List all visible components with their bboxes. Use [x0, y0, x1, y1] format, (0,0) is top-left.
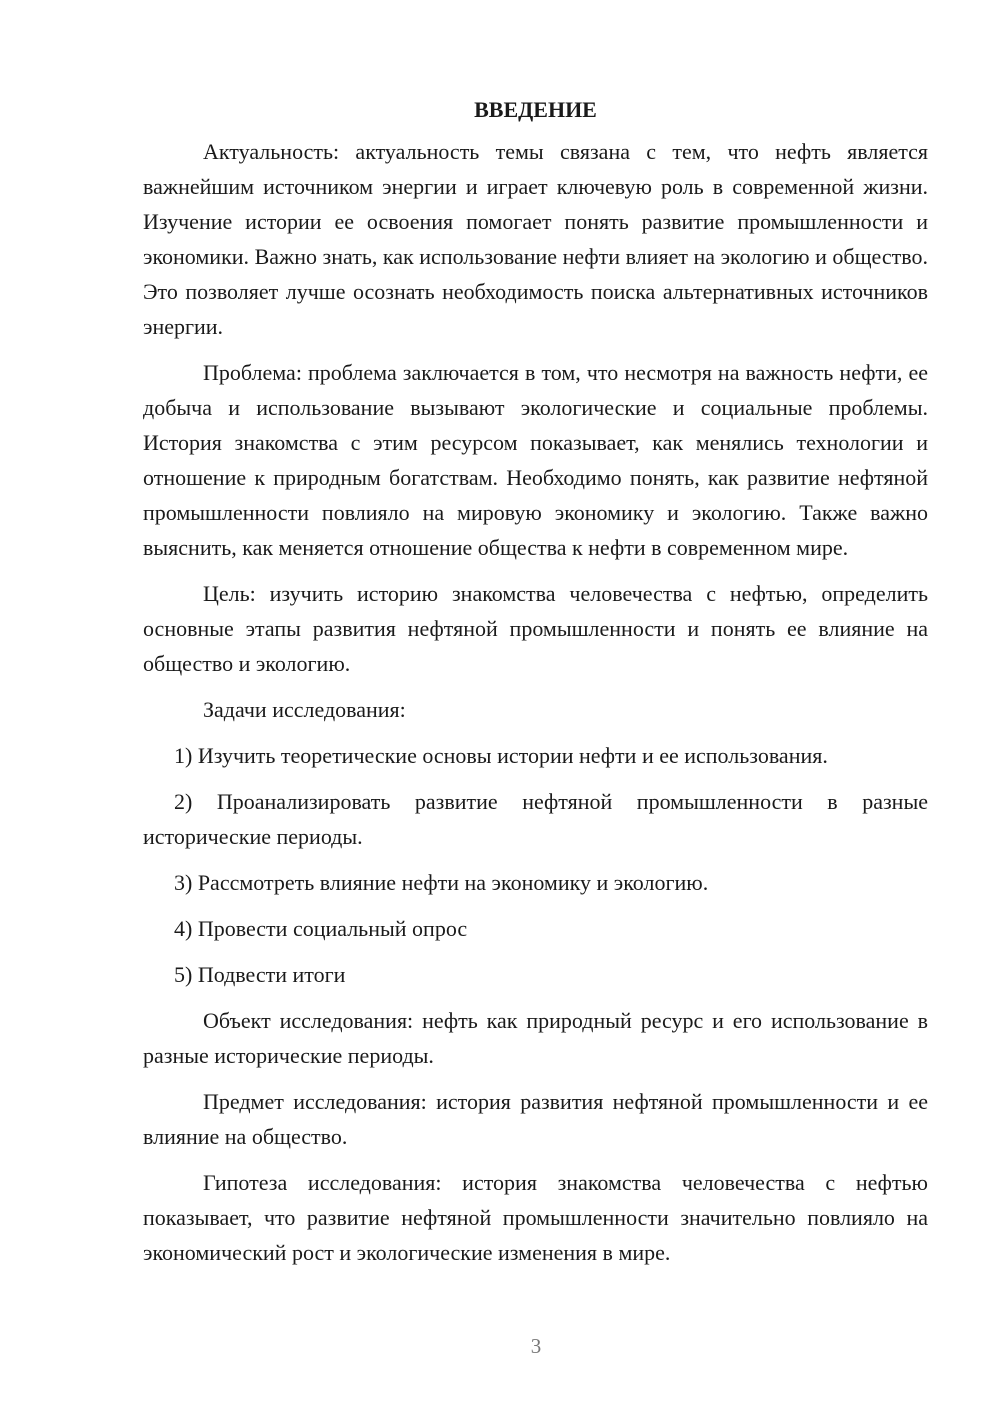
hypothesis-paragraph: Гипотеза исследования: история знакомства человечества с нефтью показывает, что развитие нефтяной промышленности значительно повлияло на экономический рост и экологические изменения в мире. [143, 1170, 928, 1265]
relevance-paragraph: Актуальность: актуальность темы связана с тем, что нефть является важнейшим источником энергии и играет ключевую роль в современной жизни. Изучение истории ее освоения помогает понять развитие промышленности и экономики. Важно знать, как использование нефти влияет на экологию и общество. Это позволяет лучше осознать необходимость поиска альтернативных источников энергии. [143, 139, 928, 339]
goal-paragraph: Цель: изучить историю знакомства человечества с нефтью, определить основные этапы развития нефтяной промышленности и понять ее влияние на общество и экологию. [143, 581, 928, 676]
page-number: 3 [530, 1334, 542, 1358]
page-content [143, 92, 928, 1270]
task-item-5: 5) Подвести итоги [174, 962, 346, 987]
subject-paragraph: Предмет исследования: история развития нефтяной промышленности и ее влияние на общество. [143, 1089, 928, 1149]
task-item-2: 2) Проанализировать развитие нефтяной промышленности в разные исторические периоды. [143, 789, 928, 849]
task-item-3: 3) Рассмотреть влияние нефти на экономику и экологию. [174, 870, 709, 895]
object-paragraph: Объект исследования: нефть как природный ресурс и его использование в разные исторические периоды. [143, 1008, 928, 1068]
task-item-1: 1) Изучить теоретические основы истории нефти и ее использования. [174, 743, 828, 768]
page-title: ВВЕДЕНИЕ [474, 97, 597, 122]
tasks-heading: Задачи исследования: [203, 697, 406, 722]
problem-paragraph: Проблема: проблема заключается в том, что несмотря на важность нефти, ее добыча и использование вызывают экологические и социальные проблемы. История знакомства с этим ресурсом показывает, как менялись технологии и отношение к природным богатствам. Необходимо понять, как развитие нефтяной промышленности повлияло на мировую экономику и экологию. Также важно выяснить, как меняется отношение общества к нефти в современном мире. [143, 360, 928, 560]
task-item-4: 4) Провести социальный опрос [174, 916, 468, 941]
